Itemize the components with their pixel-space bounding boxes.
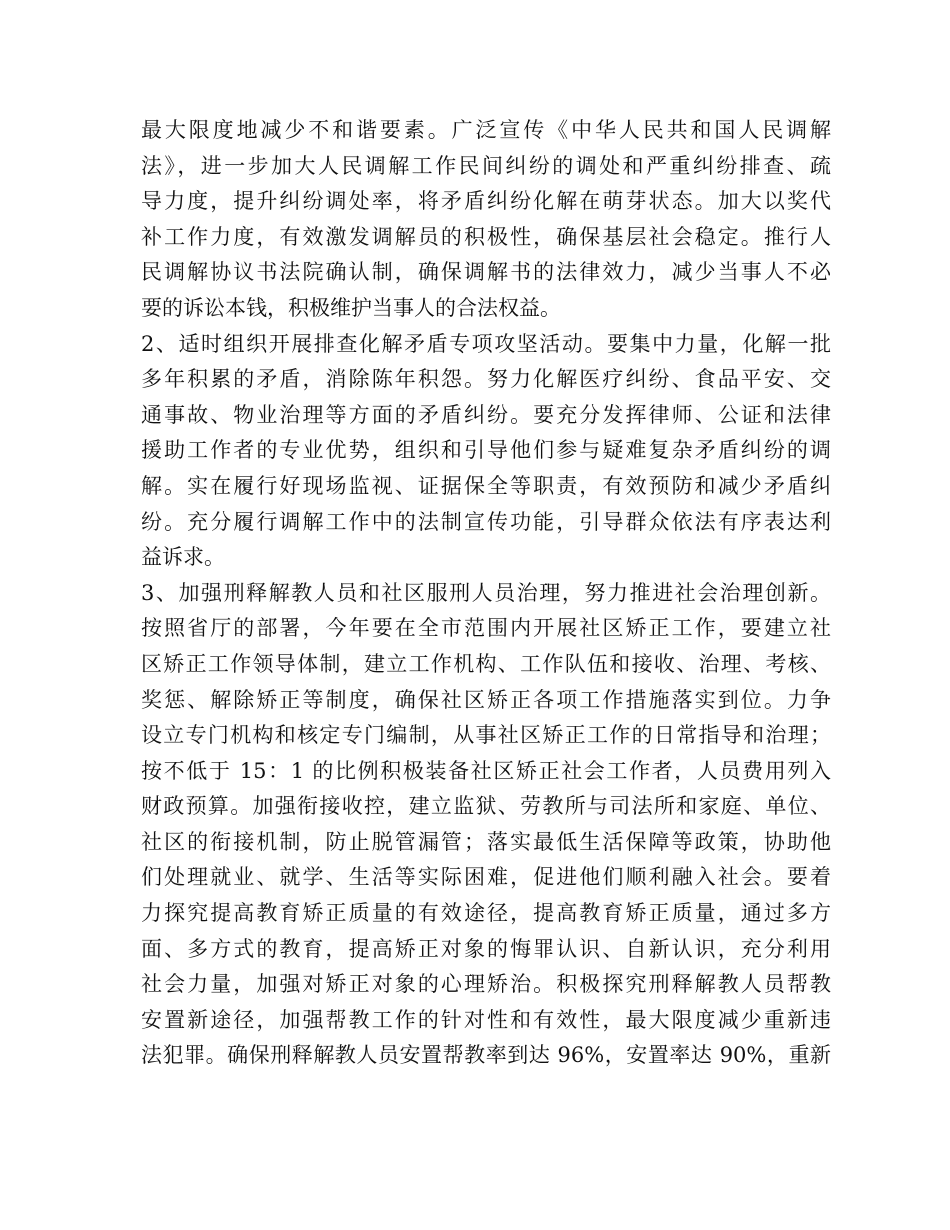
- text-line: 通事故、物业治理等方面的矛盾纠纷。要充分发挥律师、公证和法律: [141, 402, 831, 427]
- text-line: 安置新途径，加强帮教工作的针对性和有效性，最大限度减少重新违: [141, 1007, 831, 1032]
- text-line: 们处理就业、就学、生活等实际困难，促进他们顺利融入社会。要着: [141, 865, 831, 890]
- text-line: 纷。充分履行调解工作中的法制宣传功能，引导群众依法有序表达利: [141, 509, 831, 534]
- text-line: 面、多方式的教育，提高矫正对象的悔罪认识、自新认识，充分利用: [141, 936, 831, 961]
- text-line: 援助工作者的专业优势，组织和引导他们参与疑难复杂矛盾纠纷的调: [141, 438, 831, 463]
- text-line: 设立专门机构和核定专门编制，从事社区矫正工作的日常指导和治理；: [141, 723, 831, 748]
- text-line: 按不低于 15：1 的比例积极装备社区矫正社会工作者，人员费用列入: [141, 758, 831, 783]
- text-line: 法》，进一步加大人民调解工作民间纠纷的调处和严重纠纷排查、疏: [141, 153, 831, 178]
- text-line: 财政预算。加强衔接收控，建立监狱、劳教所与司法所和家庭、单位、: [141, 794, 831, 819]
- text-line: 解。实在履行好现场监视、证据保全等职责，有效预防和减少矛盾纠: [141, 473, 831, 498]
- text-line: 民调解协议书法院确认制，确保调解书的法律效力，减少当事人不必: [141, 260, 831, 285]
- text-line: 力探究提高教育矫正质量的有效途径，提高教育矫正质量，通过多方: [141, 901, 831, 926]
- text-line: 3、加强刑释解教人员和社区服刑人员治理，努力推进社会治理创新。: [141, 580, 831, 605]
- document-body: [141, 113, 831, 1074]
- text-line: 补工作力度，有效激发调解员的积极性，确保基层社会稳定。推行人: [141, 224, 831, 249]
- text-line: 法犯罪。确保刑释解教人员安置帮教率到达 96%，安置率达 90%，重新: [141, 1043, 831, 1068]
- text-line: 多年积累的矛盾，消除陈年积怨。努力化解医疗纠纷、食品平安、交: [141, 367, 831, 392]
- text-line: 区矫正工作领导体制，建立工作机构、工作队伍和接收、治理、考核、: [141, 651, 831, 676]
- text-line: 奖惩、解除矫正等制度，确保社区矫正各项工作措施落实到位。力争: [141, 687, 831, 712]
- text-line: 导力度，提升纠纷调处率，将矛盾纠纷化解在萌芽状态。加大以奖代: [141, 189, 831, 214]
- text-line: 2、适时组织开展排查化解矛盾专项攻坚活动。要集中力量，化解一批: [141, 331, 831, 356]
- text-line: 最大限度地减少不和谐要素。广泛宣传《中华人民共和国人民调解: [141, 118, 831, 142]
- text-line: 要的诉讼本钱，积极维护当事人的合法权益。: [141, 295, 561, 320]
- text-line: 社区的衔接机制，防止脱管漏管；落实最低生活保障等政策，协助他: [141, 829, 831, 854]
- text-line: 益诉求。: [141, 545, 225, 570]
- text-line: 按照省厅的部署，今年要在全市范围内开展社区矫正工作，要建立社: [141, 616, 831, 641]
- text-line: 社会力量，加强对矫正对象的心理矫治。积极探究刑释解教人员帮教: [141, 972, 831, 997]
